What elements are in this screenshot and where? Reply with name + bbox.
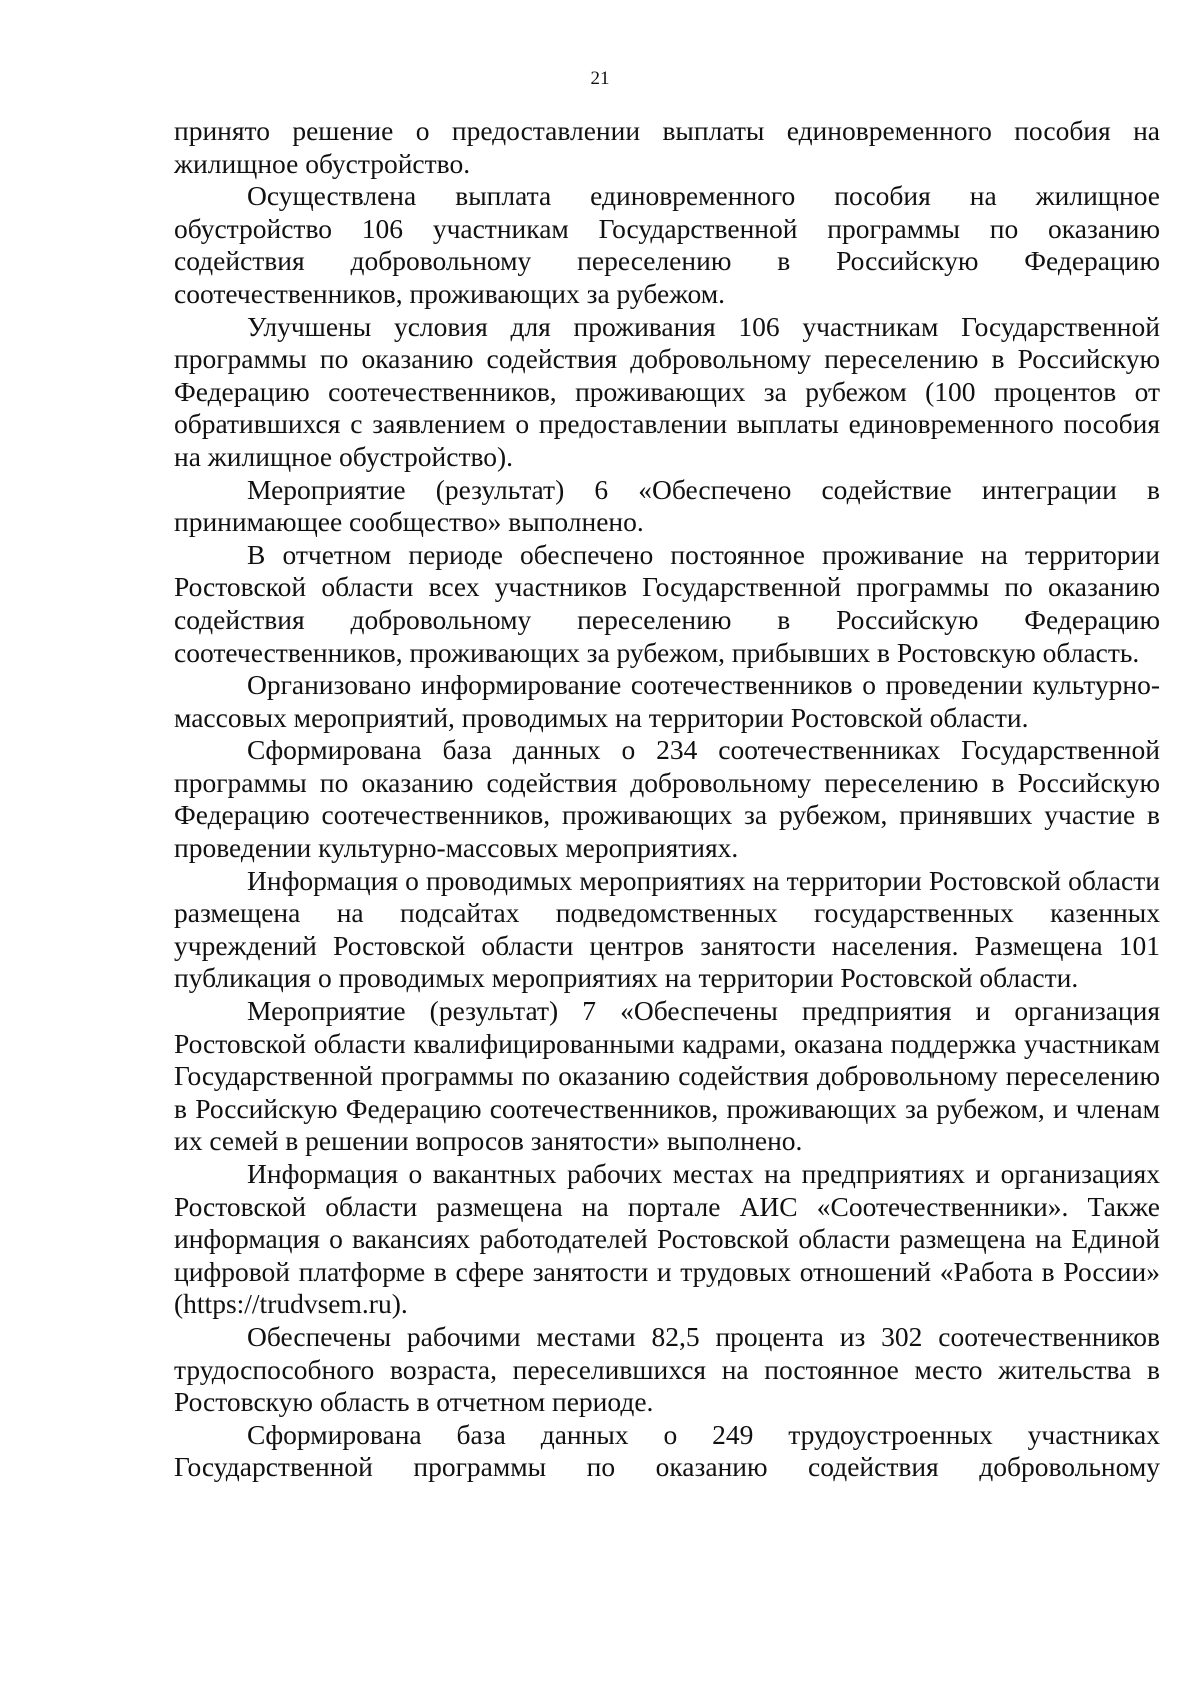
document-body xyxy=(174,115,1160,1484)
paragraph: Обеспечены рабочими местами 82,5 процента из 302 соотечественников трудоспособного возраста, переселившихся на постоянное место жительства в Ростовскую область в отчетном периоде. xyxy=(174,1320,1160,1418)
paragraph: В отчетном периоде обеспечено постоянное проживание на территории Ростовской области всех участников Государственной программы по оказанию содействия добровольному переселению в Российскую Федерацию соотечественников, проживающих за рубежом, прибывших в Ростовскую область. xyxy=(174,538,1160,668)
paragraph: Организовано информирование соотечественников о проведении культурно-массовых мероприятий, проводимых на территории Ростовской области. xyxy=(174,669,1160,733)
paragraph: Информация о вакантных рабочих местах на предприятиях и организациях Ростовской области размещена на портале АИС «Соотечественники». Также информация о вакансиях работодателей Ростовской области размещена на Единой цифровой платформе в сфере занятости и трудовых отношений «Работа в России» (https://trudvsem.ru). xyxy=(174,1158,1160,1320)
paragraph: Улучшены условия для проживания 106 участникам Государственной программы по оказанию содействия добровольному переселению в Российскую Федерацию соотечественников, проживающих за рубежом (100 процентов от обратившихся с заявлением о предоставлении выплаты единовременного пособия на жилищное обустройство). xyxy=(174,310,1160,472)
paragraph: Мероприятие (результат) 6 «Обеспечено содействие интеграции в принимающее сообщество» выполнено. xyxy=(174,473,1160,538)
paragraph: Сформирована база данных о 234 соотечественниках Государственной программы по оказанию содействия добровольному переселению в Российскую Федерацию соотечественников, проживающих за рубежом, принявших участие в проведении культурно-массовых мероприятиях. xyxy=(174,734,1160,864)
paragraph: принято решение о предоставлении выплаты единовременного пособия на жилищное обустройство. xyxy=(174,115,1160,179)
paragraph: Мероприятие (результат) 7 «Обеспечены предприятия и организация Ростовской области квалифицированными кадрами, оказана поддержка участникам Государственной программы по оказанию содействия добровольному переселению в Российскую Федерацию соотечественников, проживающих за рубежом, и членам их семей в решении вопросов занятости» выполнено. xyxy=(174,995,1160,1157)
page-number: 21 xyxy=(590,68,610,89)
paragraph: Осуществлена выплата единовременного пособия на жилищное обустройство 106 участникам Государственной программы по оказанию содействия добровольному переселению в Российскую Федерацию соотечественников, проживающих за рубежом. xyxy=(174,180,1160,309)
paragraph: Информация о проводимых мероприятиях на территории Ростовской области размещена на подсайтах подведомственных государственных казенных учреждений Ростовской области центров занятости населения. Размещена 101 публикация о проводимых мероприятиях на территории Ростовской области. xyxy=(174,864,1160,994)
paragraph-continued: Сформирована база данных о 249 трудоустроенных участниках Государственной программы по оказанию содействия добровольному xyxy=(174,1418,1160,1483)
